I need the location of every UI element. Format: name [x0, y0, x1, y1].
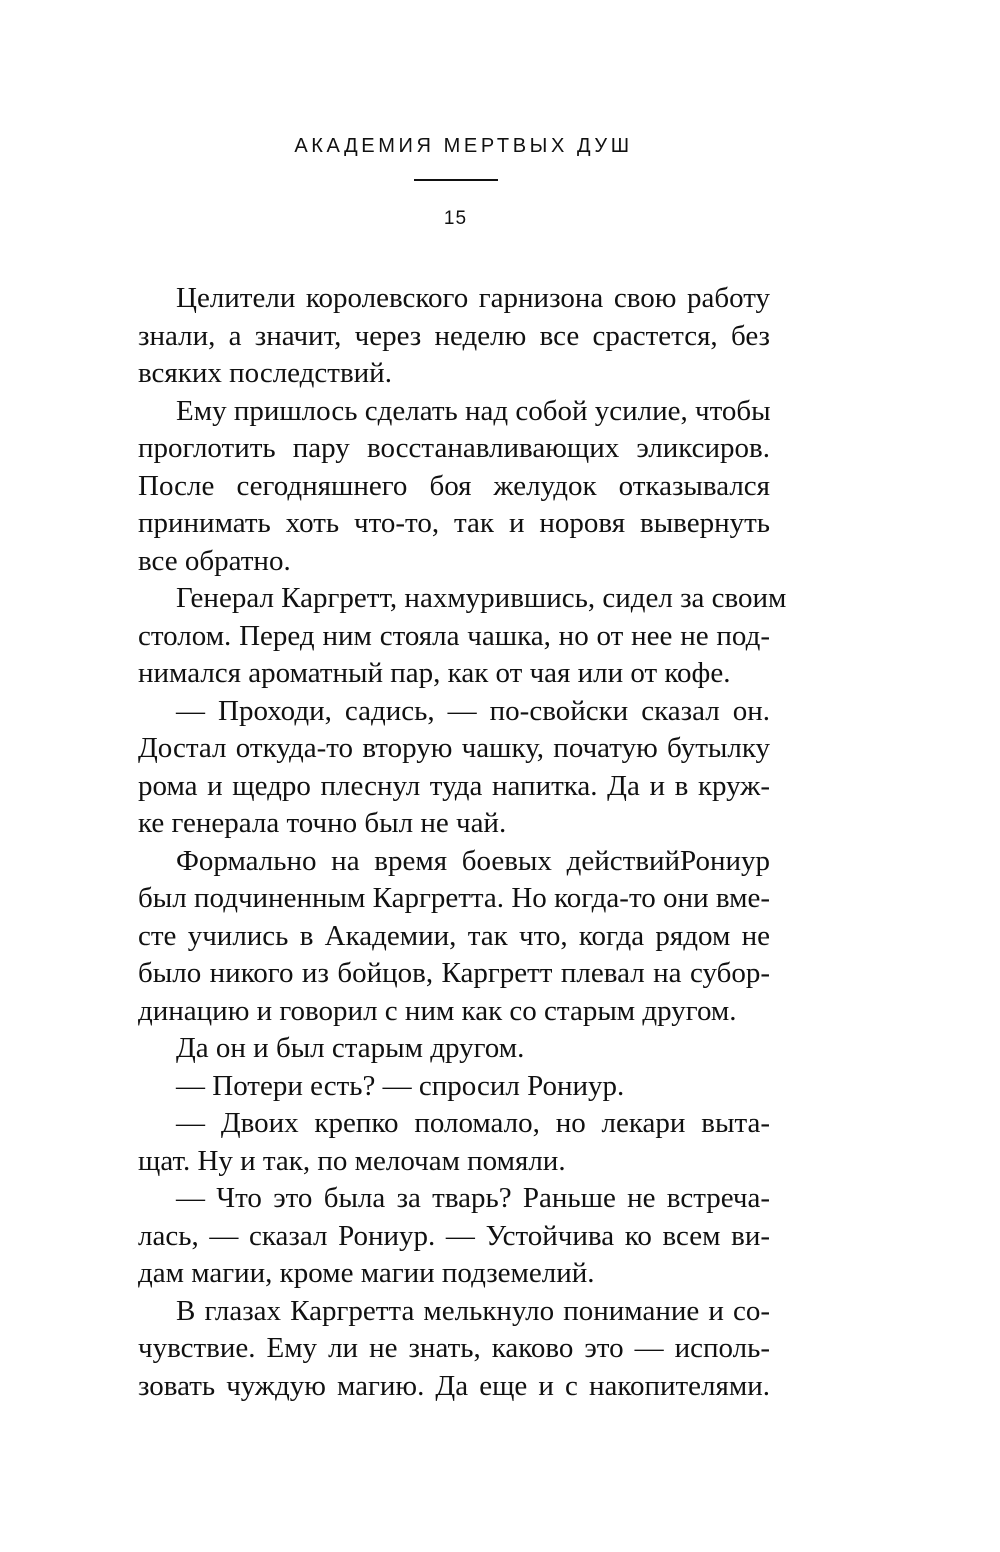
page-number: 15	[443, 208, 468, 229]
text-line: После сегодняшнего боя желудок отказывался	[138, 469, 770, 502]
text-line: Достал откуда-то вторую чашку, початую бутылку	[138, 732, 770, 764]
text-line: Ему пришлось сделать над собой усилие, чтобы	[176, 394, 771, 427]
text-line: нимался ароматный пар, как от чая или от кофе.	[138, 657, 731, 689]
text-line: Да он и был старым другом.	[176, 1032, 525, 1064]
body-text	[138, 280, 787, 1405]
text-line: был подчиненным Каргретта. Но когда-то они вме-	[138, 882, 770, 914]
text-line: знали, а значит, через неделю все срастется, без	[138, 319, 770, 352]
text-line: было никого из бойцов, Каргретт плевал на субор-	[138, 957, 770, 989]
text-line: дам магии, кроме магии подземелий.	[138, 1257, 595, 1289]
running-header-title: АКАДЕМИЯ МЕРТВЫХ ДУШ	[294, 135, 633, 157]
text-line: проглотить пару восстанавливающих эликсиров.	[138, 432, 770, 464]
text-line: чувствие. Ему ли не знать, каково это — исполь-	[138, 1332, 770, 1364]
text-line: сте учились в Академии, так что, когда рядом не	[138, 919, 770, 952]
text-line: ке генерала точно был не чай.	[138, 807, 507, 839]
text-line: — Потери есть? — спросил Рониур.	[176, 1069, 625, 1102]
text-line: Формально на время боевых действийРониур	[176, 844, 770, 877]
text-line: — Проходи, садись, — по-свойски сказал он.	[176, 694, 770, 727]
text-line: Целители королевского гарнизона свою работу	[176, 282, 770, 314]
text-line: — Что это была за тварь? Раньше не встреча-	[176, 1182, 770, 1214]
text-line: рома и щедро плеснул туда напитка. Да и в круж-	[138, 769, 770, 802]
text-line: Генерал Каргретт, нахмурившись, сидел за своим	[176, 582, 787, 614]
text-line: все обратно.	[138, 544, 291, 577]
text-line: столом. Перед ним стояла чашка, но от нее не под-	[138, 619, 770, 652]
text-line: В глазах Каргретта мелькнуло понимание и со-	[176, 1294, 770, 1327]
text-line: — Двоих крепко поломало, но лекари выта-	[176, 1107, 770, 1139]
header-divider	[414, 179, 498, 181]
text-line: динацию и говорил с ним как со старым другом.	[138, 994, 737, 1027]
text-line: принимать хоть что-то, так и норовя вывернуть	[138, 507, 770, 539]
text-line: зовать чуждую магию. Да еще и с накопителями.	[138, 1369, 770, 1402]
text-line: щат. Ну и так, по мелочам помяли.	[138, 1144, 566, 1177]
text-line: всяких последствий.	[138, 357, 392, 389]
text-line: лась, — сказал Рониур. — Устойчива ко всем ви-	[138, 1219, 770, 1252]
